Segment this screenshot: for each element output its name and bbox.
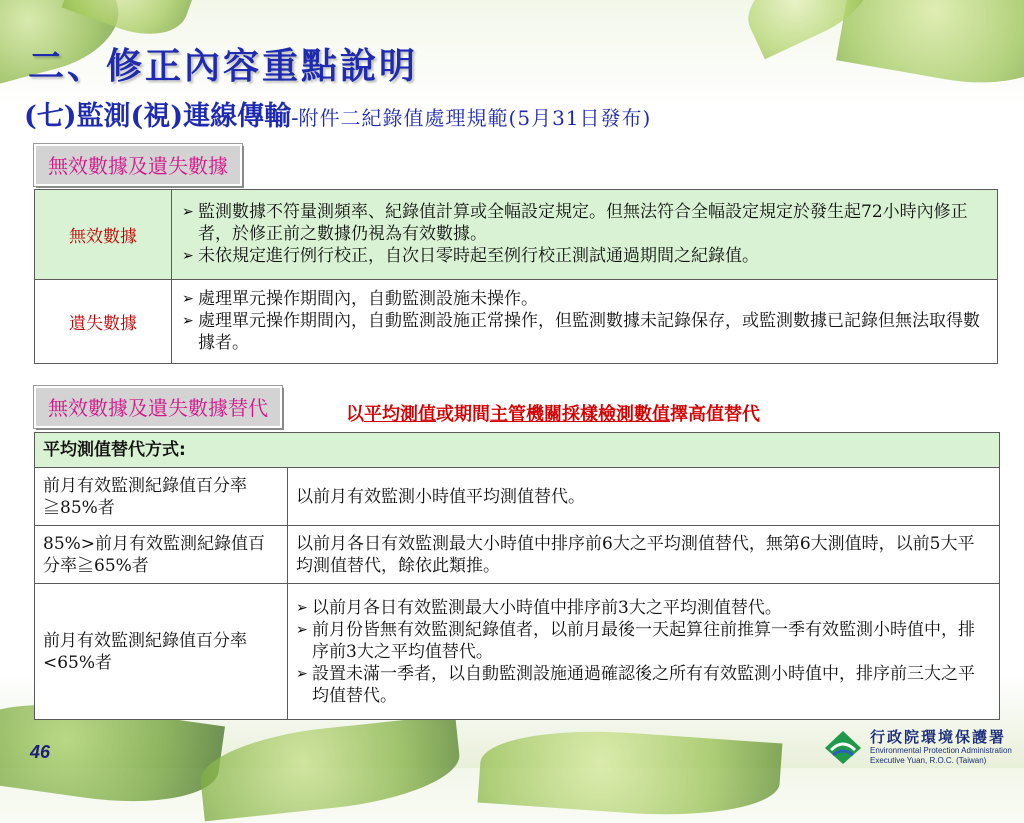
table-row [35, 468, 1000, 526]
bullet-arrow-icon: ➢ [182, 312, 194, 329]
condition-cell: 85%>前月有效監測紀錄值百分率≧65%者 [35, 526, 288, 584]
leaf-decoration [478, 723, 783, 823]
table-header-row [35, 433, 1000, 468]
table-row [35, 584, 1000, 720]
row-content [172, 280, 998, 364]
bullet-arrow-icon: ➢ [182, 203, 194, 220]
description-cell: 以前月有效監測小時值平均測值替代。 [288, 468, 1000, 526]
bullet-item: ➢ 處理單元操作期間內，自動監測設施未操作。 [182, 288, 538, 309]
leaf-decoration [836, 0, 1024, 98]
epa-emblem-icon [822, 728, 864, 766]
bullet-item: ➢ 設置未滿一季者，以自動監測設施通過確認後之所有有效監測小時值中，排序前三大之平均值替代。 [296, 663, 975, 706]
condition-cell: 前月有效監測紀錄值百分率≧85%者 [35, 468, 288, 526]
description-cell [288, 584, 1000, 720]
table-row [35, 280, 998, 364]
substitution-note: 以平均測值或期間主管機關採樣檢測數值擇高值替代 [346, 404, 760, 425]
table-header: 平均測值替代方式: [35, 433, 1000, 468]
bullet-arrow-icon: ➢ [296, 665, 308, 682]
row-content [172, 190, 998, 280]
bullet-arrow-icon: ➢ [182, 247, 194, 264]
table-row [35, 190, 998, 280]
epa-logo [822, 728, 1012, 766]
section-label-substitution: 無效數據及遺失數據替代 [34, 386, 282, 428]
bullet-arrow-icon: ➢ [182, 290, 194, 307]
bullet-arrow-icon: ➢ [296, 621, 308, 638]
average-substitution-table [34, 432, 1000, 720]
description-cell: 以前月各日有效監測最大小時值中排序前6大之平均測值替代，無第6大測值時，以前5大平均測值替代，餘依此類推。 [288, 526, 1000, 584]
leaf-decoration [197, 715, 464, 822]
logo-text [870, 727, 1012, 765]
logo-name-en: Executive Yuan, R.O.C. (Taiwan) [870, 755, 987, 765]
bullet-item: ➢ 以前月各日有效監測最大小時值中排序前3大之平均測值替代。 [296, 597, 782, 618]
bullet-item: ➢ 未依規定進行例行校正，自次日零時起至例行校正測試通過期間之紀錄值。 [182, 245, 759, 266]
row-label: 遺失數據 [35, 280, 172, 364]
logo-name-cn: 行政院環境保護署 [870, 727, 1007, 746]
section-label-invalid-missing: 無效數據及遺失數據 [34, 144, 242, 186]
slide-title: 二、修正內容重點說明 [28, 45, 419, 87]
table-row [35, 526, 1000, 584]
invalid-missing-table [34, 189, 998, 364]
bullet-item: ➢ 處理單元操作期間內，自動監測設施正常操作，但監測數據未記錄保存，或監測數據已記錄但無法取得數據者。 [182, 310, 980, 353]
slide-subtitle [24, 94, 651, 133]
subtitle-main: (七)監測(視)連線傳輸 [24, 101, 292, 132]
bullet-arrow-icon: ➢ [296, 599, 308, 616]
bullet-item: ➢ 前月份皆無有效監測紀錄值者，以前月最後一天起算往前推算一季有效監測小時值中，排序前3大之平均值替代。 [296, 619, 975, 662]
page-number: 46 [30, 742, 51, 762]
row-label: 無效數據 [35, 190, 172, 280]
condition-cell: 前月有效監測紀錄值百分率<65%者 [35, 584, 288, 720]
subtitle-sub: 附件二紀錄值處理規範(5月31日發布) [298, 106, 652, 130]
subtitle-dash: - [291, 106, 299, 131]
logo-name-en: Environmental Protection Administration [870, 745, 1012, 755]
bullet-item: ➢ 監測數據不符量測頻率、紀錄值計算或全幅設定規定。但無法符合全幅設定規定於發生起72小時內修正者，於修正前之數據仍視為有效數據。 [182, 201, 968, 244]
